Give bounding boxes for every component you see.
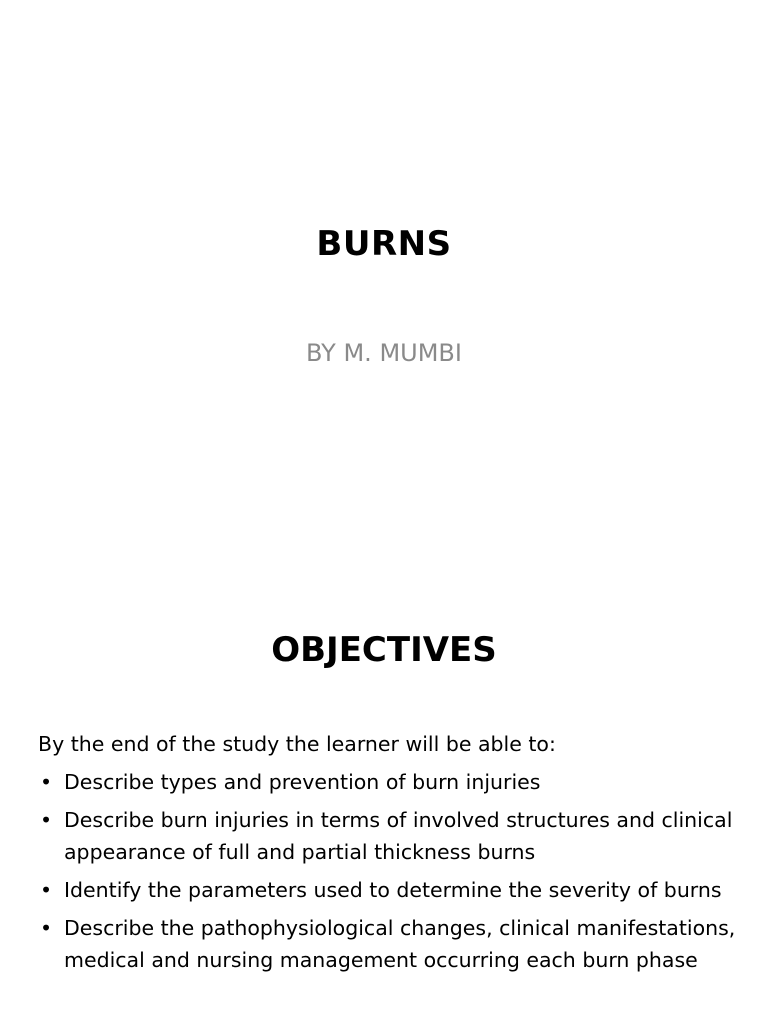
slide-title-heading: BURNS bbox=[316, 224, 452, 264]
slide-objectives bbox=[0, 576, 768, 1024]
objectives-body bbox=[38, 728, 738, 982]
objective-item: • Describe the pathophysiological changes, clinical manifestations, medical and nursing management occurring each burn phase bbox=[38, 912, 738, 976]
objectives-intro: By the end of the study the learner will be able to: bbox=[38, 732, 556, 756]
objective-item: • Describe burn injuries in terms of involved structures and clinical appearance of full and partial thickness burns bbox=[38, 804, 738, 868]
objective-item: • Identify the parameters used to determine the severity of burns bbox=[38, 874, 738, 906]
slide-subtitle-author: BY M. MUMBI bbox=[306, 339, 462, 367]
objectives-heading: OBJECTIVES bbox=[271, 630, 497, 670]
objective-item: • Describe types and prevention of burn injuries bbox=[38, 766, 738, 798]
objectives-list bbox=[38, 766, 738, 976]
